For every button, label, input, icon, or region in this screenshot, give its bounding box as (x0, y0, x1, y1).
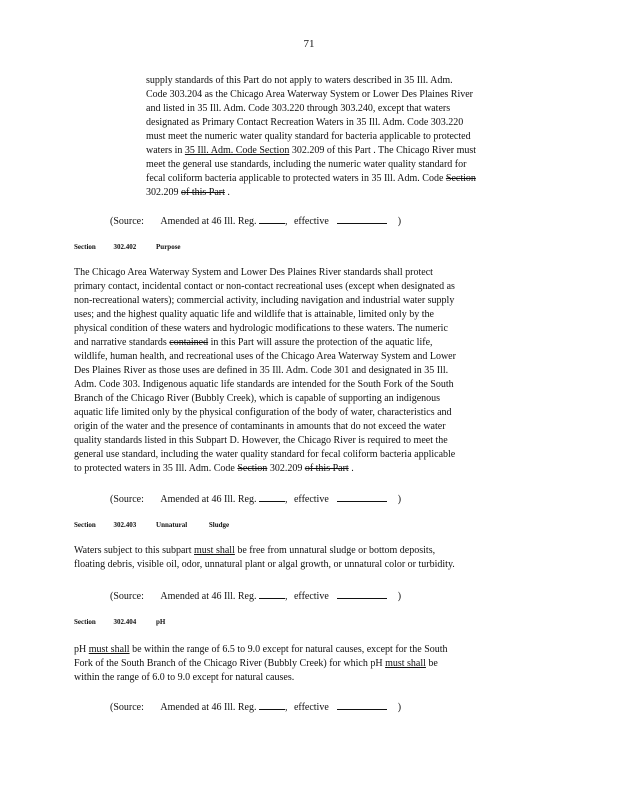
source-note: (Source: Amended at 46 Ill. Reg. , effective ) (110, 213, 401, 227)
text-run: be free from unnatural sludge or bottom deposits, (234, 545, 436, 556)
inserted-text: 35 Ill. Adm. Code Section (184, 145, 290, 156)
paragraph-continued (146, 74, 526, 200)
register-blank (259, 491, 285, 502)
text-line (74, 448, 530, 462)
section-heading-302-402 (74, 243, 181, 251)
text-line (146, 88, 526, 102)
section-302-402-body (74, 266, 530, 476)
text-line (146, 144, 526, 158)
text-run: supply standards of this Part do not apply to waters described in 35 Ill. Adm. (146, 75, 453, 86)
section-title: Purpose (156, 243, 181, 251)
text-run: be within the range of 6.5 to 9.0 except for natural causes, except for the South (129, 644, 448, 655)
source-label: (Source: (110, 702, 144, 713)
effective-date-blank (337, 699, 387, 710)
deleted-text: of this Part (304, 463, 349, 474)
deleted-text: of this Part (181, 187, 225, 198)
source-amended: Amended at 46 Ill. Reg. (160, 702, 257, 713)
register-blank (259, 699, 285, 710)
text-run: Code 303.204 as the Chicago Area Waterway System or Lower Des Plaines River (146, 89, 473, 100)
register-blank (259, 213, 285, 224)
text-run: Branch of the Chicago River (Bubbly Creek), which is capable of supporting an indigenous (74, 393, 441, 404)
text-line (74, 266, 530, 280)
source-amended: Amended at 46 Ill. Reg. (160, 591, 257, 602)
section-302-404-body (74, 643, 530, 685)
text-run: physical condition of these waters and hydrologic modifications to these waters. The numeric (74, 323, 448, 334)
section-title: Unnatural Sludge (156, 521, 230, 529)
source-note: (Source: Amended at 46 Ill. Reg. , effective ) (110, 588, 401, 602)
inserted-text: must shall (194, 545, 235, 556)
text-run: 302.209 (146, 187, 181, 198)
text-run: 302.209 (267, 463, 305, 474)
text-line (74, 294, 530, 308)
text-line (74, 364, 530, 378)
source-effective: effective (293, 591, 329, 602)
text-run: . (224, 187, 230, 198)
effective-date-blank (337, 588, 387, 599)
source-label: (Source: (110, 216, 144, 227)
source-close: ) (397, 591, 402, 602)
effective-date-blank (337, 213, 387, 224)
text-run: . (348, 463, 354, 474)
text-line (74, 657, 530, 671)
section-302-403-body (74, 544, 530, 572)
source-close: ) (397, 494, 402, 505)
text-line (146, 186, 526, 200)
source-effective: effective (293, 702, 329, 713)
section-label: Section (74, 618, 96, 626)
text-run: 302.209 of this Part . The Chicago River must (289, 145, 477, 156)
source-close: ) (397, 702, 402, 713)
text-run: Des Plaines River as those uses are defined in 35 Ill. Adm. Code 301 and designated in 35 Ill. (74, 365, 449, 376)
text-line (74, 434, 530, 448)
text-run: to protected waters in 35 Ill. Adm. Code (74, 463, 238, 474)
source-amended: Amended at 46 Ill. Reg. (160, 216, 257, 227)
text-run: uses; and the highest quality aquatic life and wildlife that is attainable, limited only by the (74, 309, 434, 320)
effective-date-blank (337, 491, 387, 502)
text-run: and listed in 35 Ill. Adm. Code 303.220 through 303.240, except that waters (146, 103, 451, 114)
text-line (74, 392, 530, 406)
text-run: Waters subject to this subpart (74, 545, 195, 556)
text-line (74, 643, 530, 657)
source-note: (Source: Amended at 46 Ill. Reg. , effective ) (110, 491, 401, 505)
text-run: waters in (146, 145, 185, 156)
section-heading-302-403 (74, 521, 229, 529)
text-run: aquatic life limited only by the physical configuration of the body of water, characteristics and (74, 407, 452, 418)
text-run: Adm. Code 303. Indigenous aquatic life standards are intended for the South Fork of the South (74, 379, 454, 390)
source-amended: Amended at 46 Ill. Reg. (160, 494, 257, 505)
section-number: 302.403 (113, 521, 137, 529)
text-line (74, 350, 530, 364)
text-run: Fork of the South Branch of the Chicago River (Bubbly Creek) for which pH (74, 658, 386, 669)
text-run: within the range of 6.0 to 9.0 except for natural causes. (74, 672, 295, 683)
text-line (74, 406, 530, 420)
text-run: primary contact, incidental contact or non-contact recreational uses (except when designated as (74, 281, 455, 292)
page-number: 71 (303, 38, 315, 50)
text-run: meet the general use standards, including the numeric water quality standard for (146, 159, 467, 170)
text-run: floating debris, visible oil, odor, unnatural plant or algal growth, or unnatural color or turbidity. (74, 559, 455, 570)
text-line (74, 462, 530, 476)
source-label: (Source: (110, 591, 144, 602)
text-line (74, 378, 530, 392)
text-run: pH (74, 644, 89, 655)
section-number: 302.402 (113, 243, 137, 251)
text-line (146, 102, 526, 116)
text-run: general use standard, including the water quality standard for fecal coliform bacteria applicable (74, 449, 456, 460)
text-run: non-recreational waters); commercial activity, including navigation and industrial water supply (74, 295, 455, 306)
text-line (74, 336, 530, 350)
text-line (74, 308, 530, 322)
section-label: Section (74, 521, 96, 529)
text-run: quality standards listed in this Subpart D. However, the Chicago River is required to meet the (74, 435, 448, 446)
text-line (146, 130, 526, 144)
text-line (74, 544, 530, 558)
source-close: ) (397, 216, 402, 227)
inserted-text: must shall (385, 658, 426, 669)
text-line (146, 158, 526, 172)
source-effective: effective (293, 494, 329, 505)
section-title: pH (156, 618, 166, 626)
text-run: fecal coliform bacteria applicable to protected waters in 35 Ill. Adm. Code (146, 173, 446, 184)
source-effective: effective (293, 216, 329, 227)
section-label: Section (74, 243, 96, 251)
text-line (74, 671, 530, 685)
text-run: be (425, 658, 438, 669)
section-number: 302.404 (113, 618, 137, 626)
text-line (74, 322, 530, 336)
text-run: and narrative standards (74, 337, 170, 348)
text-run: designated as Primary Contact Recreation Waters in 35 Ill. Adm. Code 303.220 (146, 117, 464, 128)
deleted-text: Section (237, 463, 268, 474)
text-run: The Chicago Area Waterway System and Lower Des Plaines River standards shall protect (74, 267, 433, 278)
section-heading-302-404 (74, 618, 165, 626)
text-line (74, 420, 530, 434)
source-label: (Source: (110, 494, 144, 505)
text-run: in this Part will assure the protection of the aquatic life, (208, 337, 433, 348)
text-line (146, 74, 526, 88)
register-blank (259, 588, 285, 599)
text-run: origin of the water and the presence of contaminants in amounts that do not exceed the water (74, 421, 446, 432)
text-run: wildlife, human health, and recreational uses of the Chicago Area Waterway System and Lower (74, 351, 456, 362)
text-line (146, 172, 526, 186)
deleted-text: contained (169, 337, 209, 348)
deleted-text: Section (445, 173, 476, 184)
text-run: must meet the numeric water quality standard for bacteria applicable to protected (146, 131, 471, 142)
text-line (74, 280, 530, 294)
text-line (74, 558, 530, 572)
text-line (146, 116, 526, 130)
inserted-text: must shall (88, 644, 130, 655)
source-note: (Source: Amended at 46 Ill. Reg. , effective ) (110, 699, 401, 713)
